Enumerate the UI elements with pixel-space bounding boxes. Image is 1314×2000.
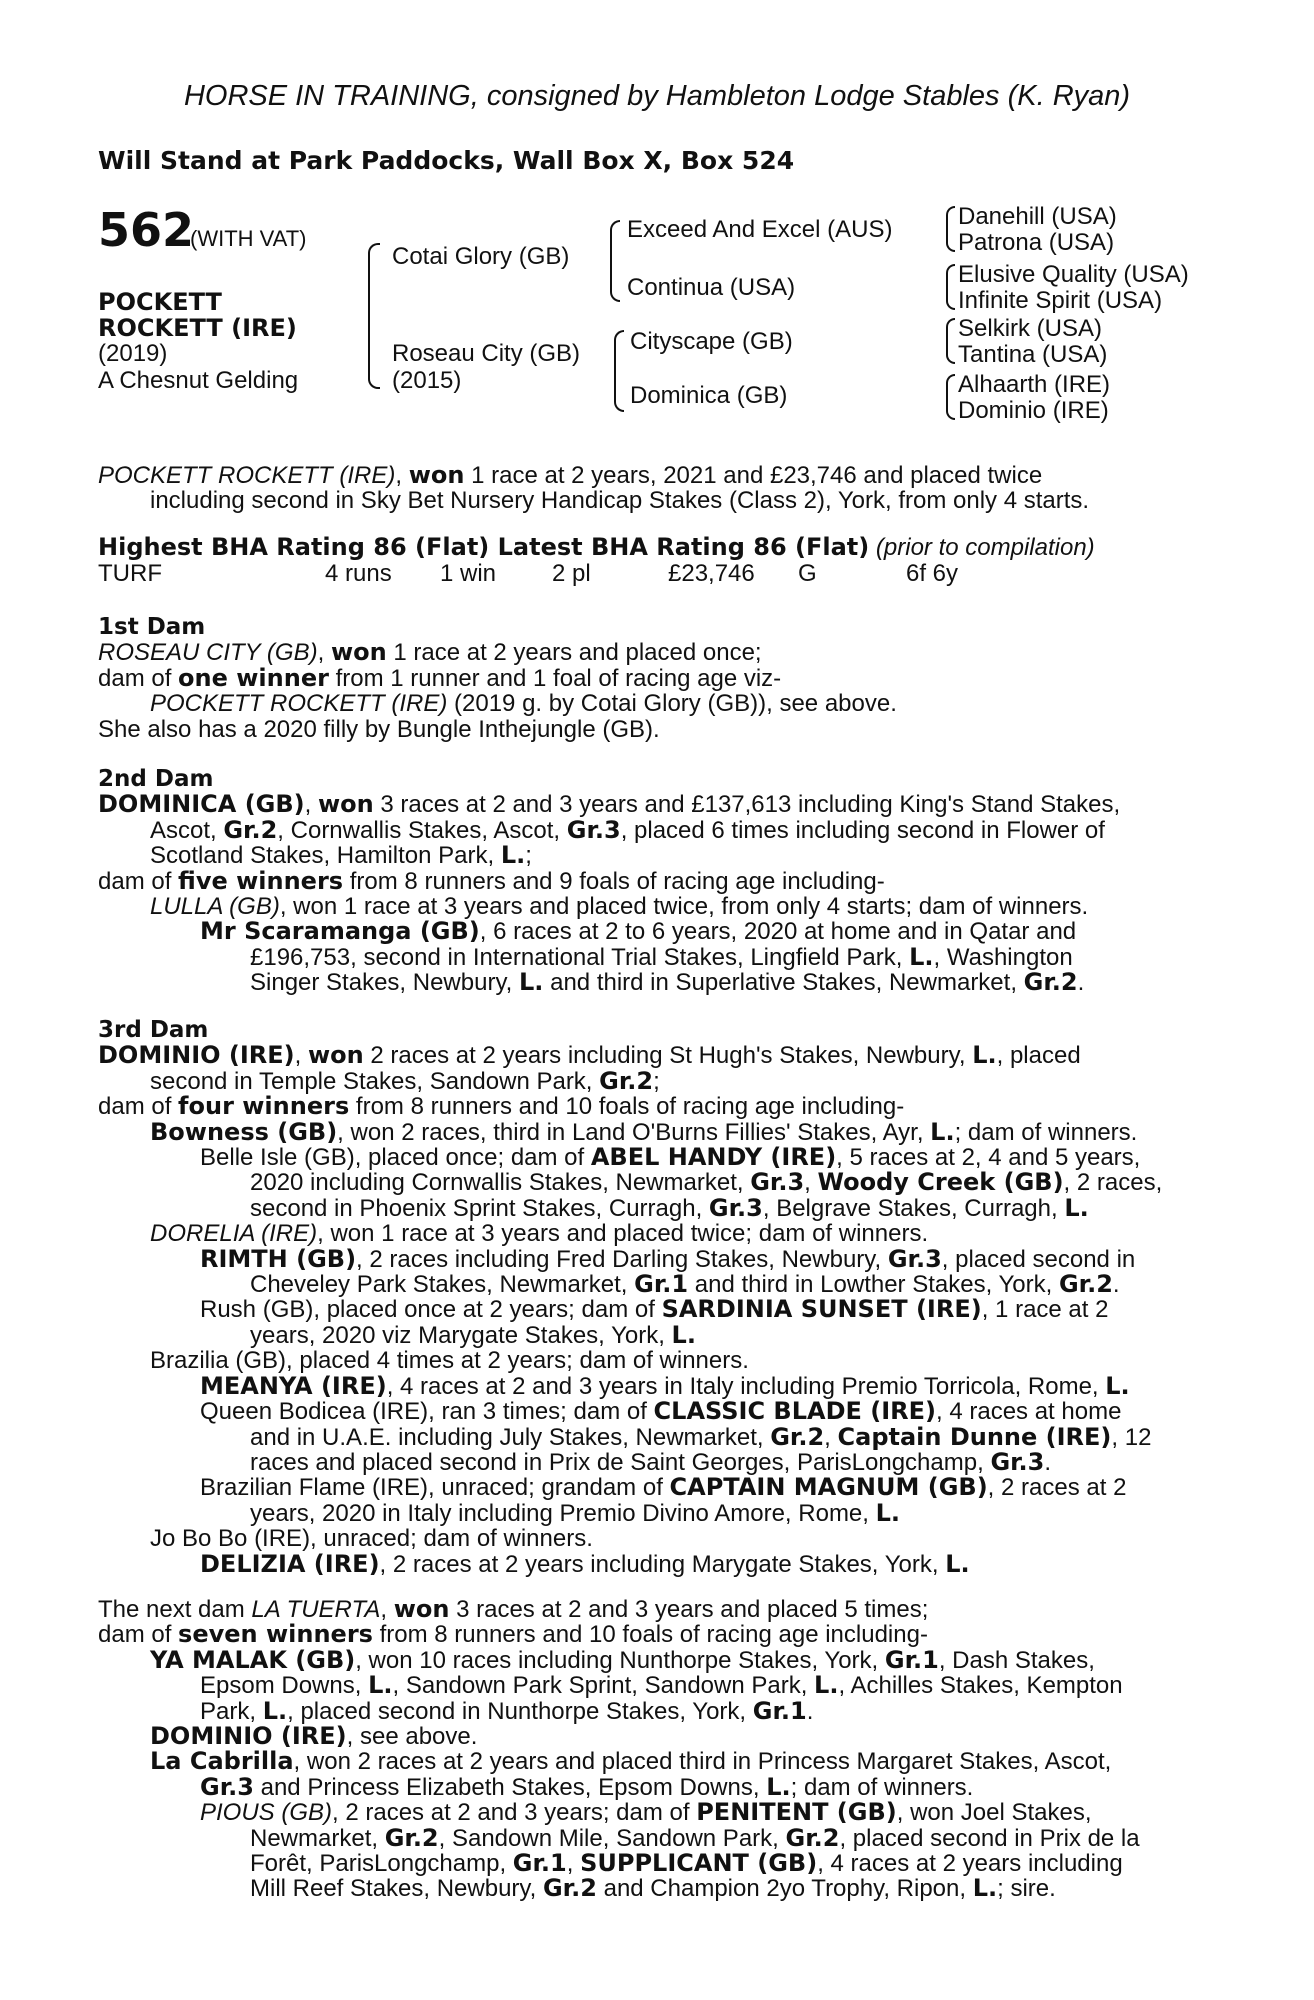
horse-year: (2019)	[98, 340, 168, 367]
horse-name-line2: ROCKETT (IRE)	[98, 314, 297, 342]
pedigree-dam-sire: Cityscape (GB)	[630, 328, 793, 355]
gen3-brace-4	[946, 374, 955, 420]
dam-parents-brace	[614, 330, 624, 412]
horse-name-line1: POCKETT	[98, 288, 222, 316]
turf-runs: 4 runs	[325, 560, 392, 587]
next-dam-section: The next dam LA TUERTA, won 3 races at 2 and 3 years and placed 5 times; dam of seven winners from 8 runners and 10 foals of racing age including- YA MALAK (GB), won 10 races including Nunthorpe Stakes, York, Gr.1, Dash Stakes, Epsom Downs, L., Sandown Park Sprint, Sandown Park, L., Achilles Stakes, Kempton Park, L., placed second in Nunthorpe Stakes, York, Gr.1. DOMINIO (IRE), see above. La Cabrilla, won 2 races at 2 years and placed third in Princess Margaret Stakes, Ascot, Gr.3 and Princess Elizabeth Stakes, Epsom Downs, L.; dam of winners. PIOUS (GB), 2 races at 2 and 3 years; dam of PENITENT (GB), won Joel Stakes, Newmarket, Gr.2, Sandown Mile, Sandown Park, Gr.2, placed second in Prix de la Forêt, ParisLongchamp, Gr.1, SUPPLICANT (GB), 4 races at 2 years including Mill Reef Stakes, Newbury, Gr.2 and Champion 2yo Trophy, Ripon, L.; sire.	[98, 1595, 1140, 1903]
pedigree-sdd: Infinite Spirit (USA)	[958, 287, 1163, 314]
sire-parents-brace	[610, 220, 620, 302]
pedigree-dsd: Tantina (USA)	[958, 341, 1108, 368]
pedigree-sire-dam: Continua (USA)	[627, 274, 796, 301]
lot-number: 562	[98, 203, 195, 257]
pedigree-sire: Cotai Glory (GB)	[392, 243, 570, 270]
page-header: HORSE IN TRAINING, consigned by Hambleton Lodge Stables (K. Ryan)	[183, 80, 1131, 112]
pedigree-dds: Alhaarth (IRE)	[958, 371, 1111, 398]
pedigree-sss: Danehill (USA)	[958, 203, 1117, 230]
pedigree-dam-dam: Dominica (GB)	[630, 382, 788, 409]
pedigree-ddd: Dominio (IRE)	[958, 397, 1109, 424]
bha-rating: Highest BHA Rating 86 (Flat) Latest BHA Rating 86 (Flat) (prior to compilation)	[98, 533, 1095, 561]
turf-surface: TURF	[98, 560, 162, 587]
pedigree-dss: Selkirk (USA)	[958, 315, 1103, 342]
third-dam-section: 3rd Dam DOMINIO (IRE), won 2 races at 2 years including St Hugh's Stakes, Newbury, L., placed second in Temple Stakes, Sandown Park, Gr.2; dam of four winners from 8 runners and 10 foals of racing age including- Bowness (GB), won 2 races, third in Land O'Burns Fillies' Stakes, Ayr, L.; dam of winners. Belle Isle (GB), placed once; dam of ABEL HANDY (IRE), 5 races at 2, 4 and 5 years, 2020 including Cornwallis Stakes, Newmarket, Gr.3, Woody Creek (GB), 2 races, second in Phoenix Sprint Stakes, Curragh, Gr.3, Belgrave Stakes, Curragh, L. DORELIA (IRE), won 1 race at 3 years and placed twice; dam of winners. RIMTH (GB), 2 races including Fred Darling Stakes, Newbury, Gr.3, placed second in Cheveley Park Stakes, Newmarket, Gr.1 and third in Lowther Stakes, York, Gr.2. Rush (GB), placed once at 2 years; dam of SARDINIA SUNSET (IRE), 1 race at 2 years, 2020 viz Marygate Stakes, York, L. Brazilia (GB), placed 4 times at 2 years; dam of winners. MEANYA (IRE), 4 races at 2 and 3 years in Italy including Premio Torricola, Rome, L. Queen Bodicea (IRE), ran 3 times; dam of CLASSIC BLADE (IRE), 4 races at home and in U.A.E. including July Stakes, Newmarket, Gr.2, Captain Dunne (IRE), 12 races and placed second in Prix de Saint Georges, ParisLongchamp, Gr.3. Brazilian Flame (IRE), unraced; grandam of CAPTAIN MAGNUM (GB), 2 races at 2 years, 2020 in Italy including Premio Divino Amore, Rome, L. Jo Bo Bo (IRE), unraced; dam of winners. DELIZIA (IRE), 2 races at 2 years including Marygate Stakes, York, L.	[98, 1017, 1163, 1578]
horse-description: A Chesnut Gelding	[98, 367, 299, 394]
gen3-brace-1	[946, 206, 955, 252]
pedigree-dam: Roseau City (GB)	[392, 340, 581, 367]
turf-earnings: £23,746	[668, 560, 755, 587]
turf-wins: 1 win	[440, 560, 497, 587]
gen3-brace-3	[946, 318, 955, 364]
turf-going: G	[798, 560, 817, 587]
sire-dam-brace	[368, 243, 380, 389]
pedigree-ssd: Patrona (USA)	[958, 229, 1115, 256]
vat-label: (WITH VAT)	[190, 226, 307, 251]
gen3-brace-2	[946, 264, 955, 310]
turf-placed: 2 pl	[552, 560, 591, 587]
turf-distance: 6f 6y	[906, 560, 959, 587]
first-dam-section: 1st Dam ROSEAU CITY (GB), won 1 race at 2 years and placed once; dam of one winner from 1 runner and 1 foal of racing age viz- POCKETT ROCKETT (IRE) (2019 g. by Cotai Glory (GB)), see above. She also has a 2020 filly by Bungle Inthejungle (GB).	[98, 615, 1190, 742]
pedigree-dam-year: (2015)	[392, 367, 462, 394]
pedigree-sds: Elusive Quality (USA)	[958, 261, 1189, 288]
pedigree-sire-sire: Exceed And Excel (AUS)	[627, 216, 893, 243]
section-title: 1st Dam	[98, 614, 206, 640]
second-dam-section: 2nd Dam DOMINICA (GB), won 3 races at 2 and 3 years and £137,613 including King's Stand Stakes, Ascot, Gr.2, Cornwallis Stakes, Ascot, Gr.3, placed 6 times including second in Flower of Scotland Stakes, Hamilton Park, L.; dam of five winners from 8 runners and 9 foals of racing age including- LULLA (GB), won 1 race at 3 years and placed twice, from only 4 starts; dam of winners. Mr Scaramanga (GB), 6 races at 2 to 6 years, 2020 at home and in Qatar and £196,753, second in International Trial Stakes, Lingfield Park, L., Washington Singer Stakes, Newbury, L. and third in Superlative Stakes, Newmarket, Gr.2.	[98, 766, 1121, 997]
stand-location: Will Stand at Park Paddocks, Wall Box X, Box 524	[98, 146, 795, 175]
race-summary: POCKETT ROCKETT (IRE), won 1 race at 2 years, 2021 and £23,746 and placed twice including second in Sky Bet Nursery Handicap Stakes (Class 2), York, from only 4 starts.	[98, 461, 1090, 515]
